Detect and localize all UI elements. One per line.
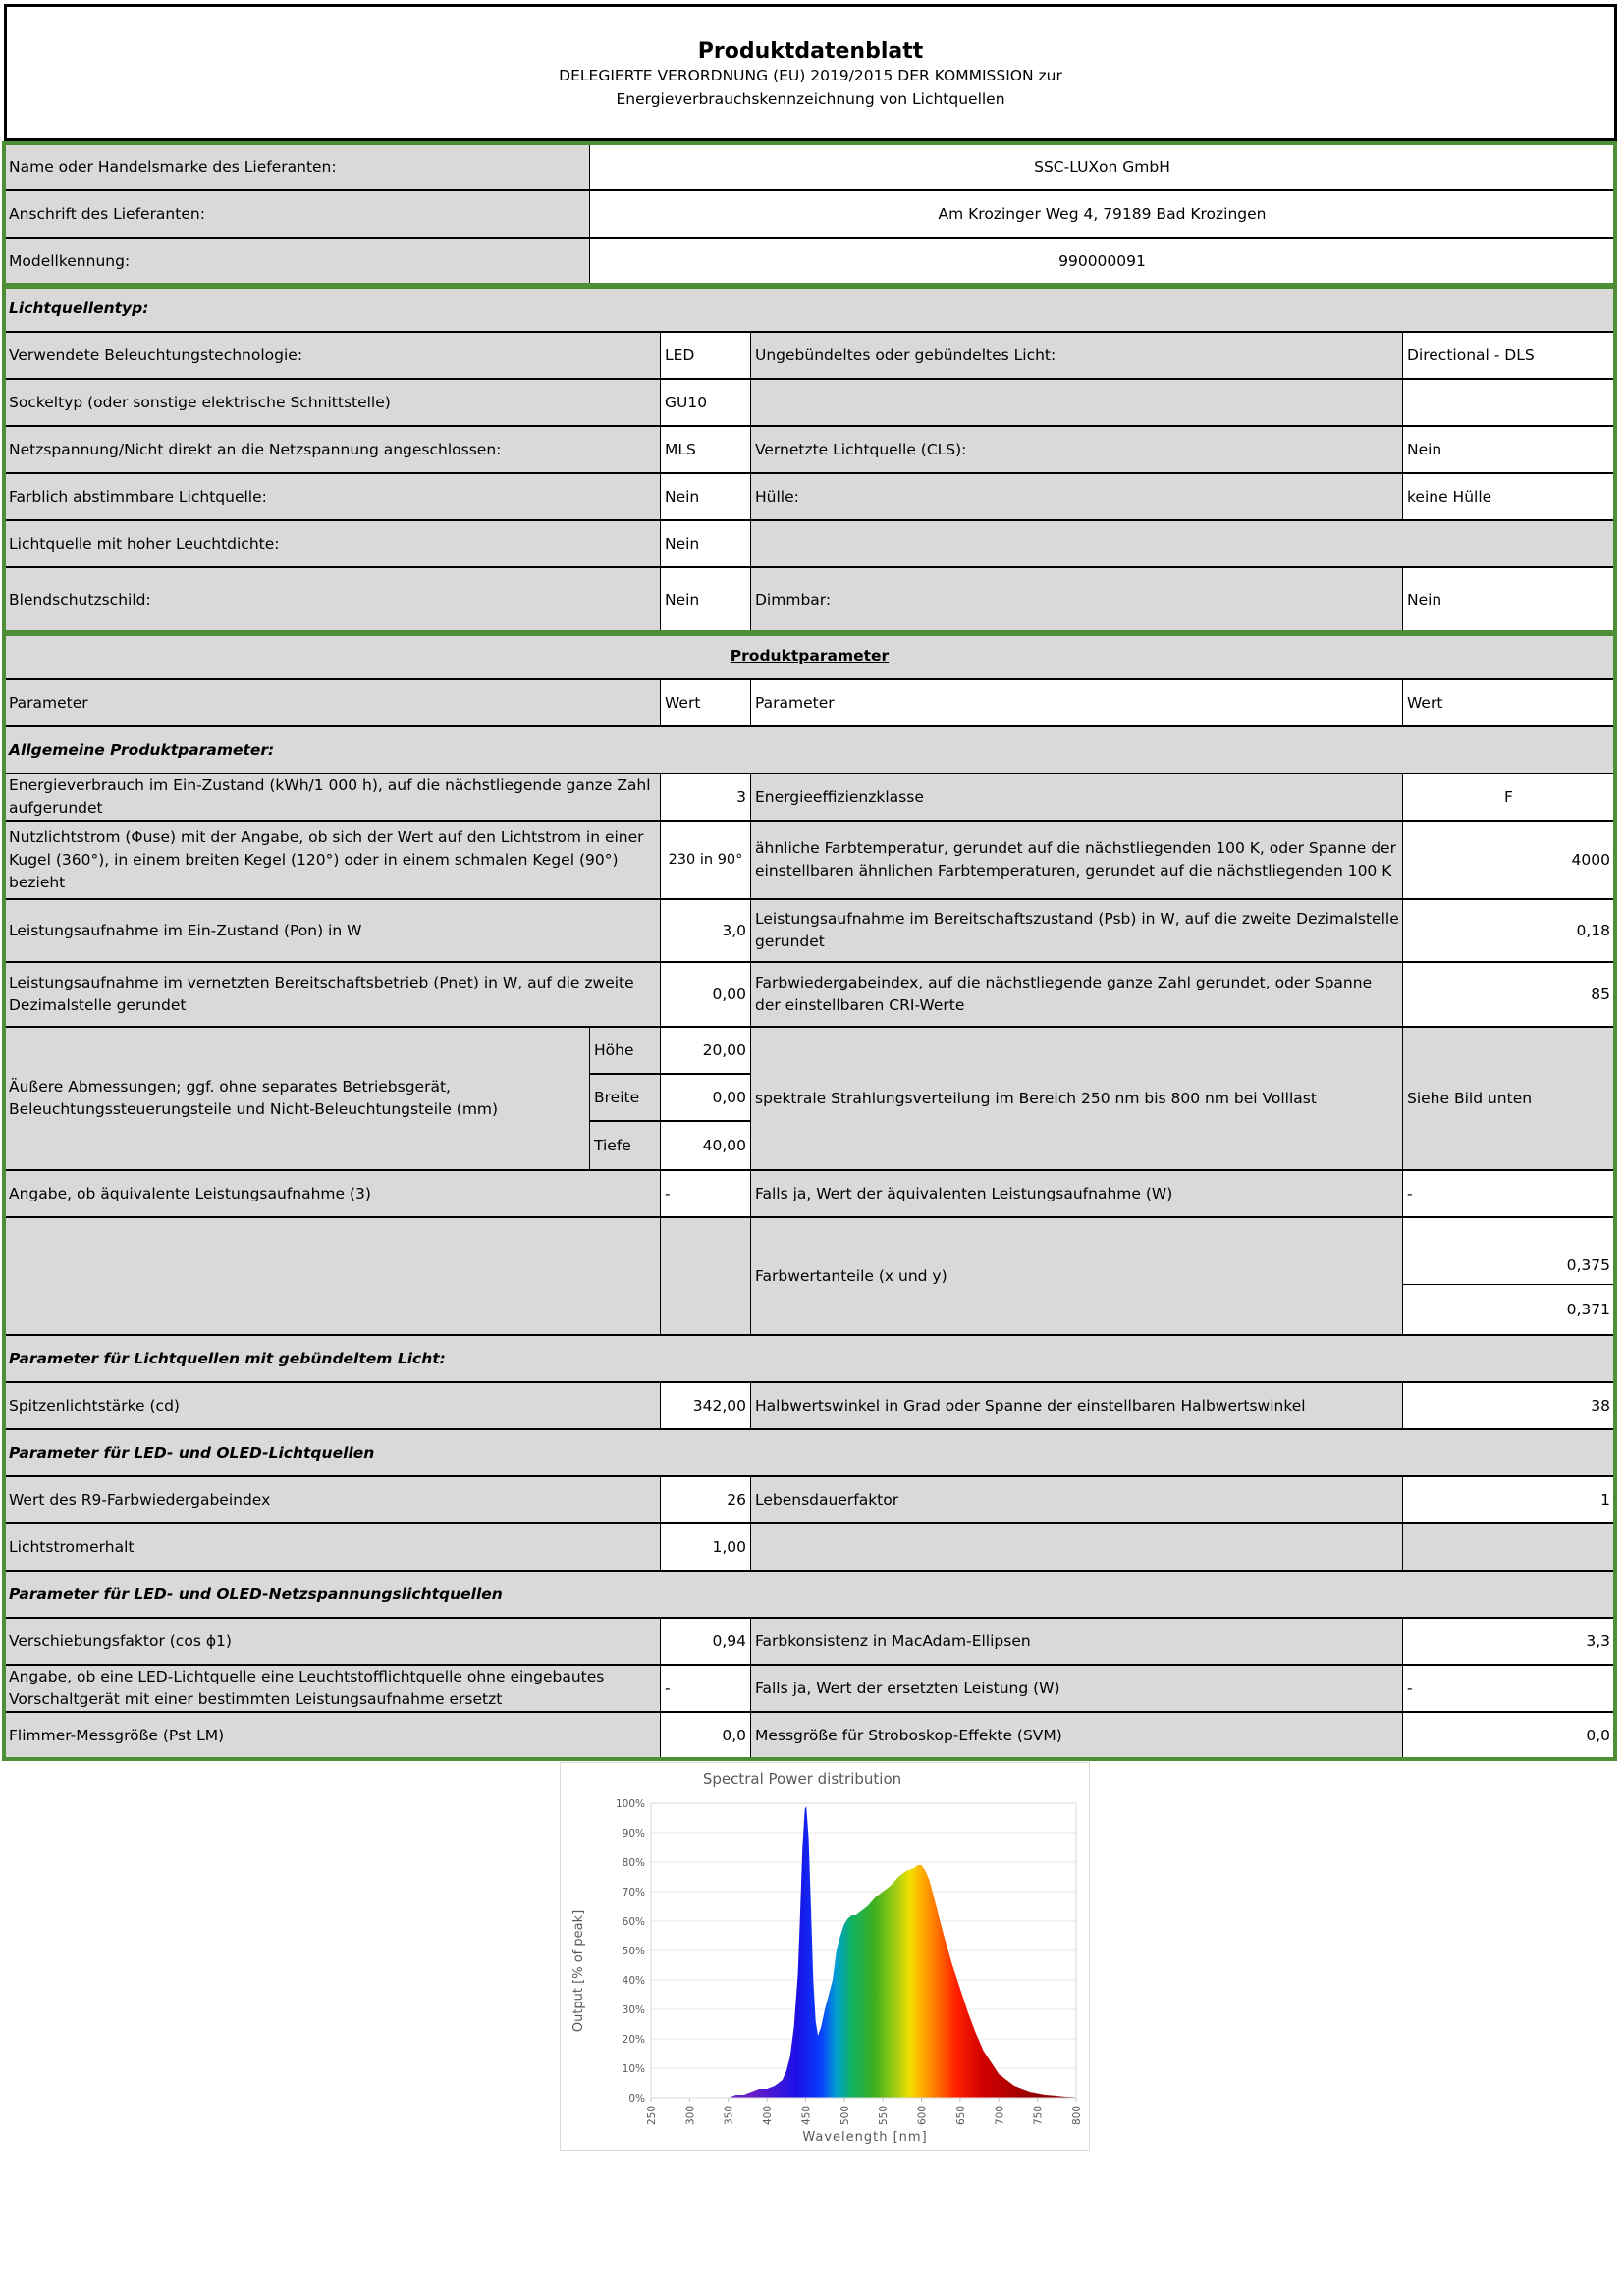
cct-value: 4000 <box>1402 821 1615 899</box>
energy-class-value: F <box>1402 774 1615 821</box>
cri-value: 85 <box>1402 962 1615 1027</box>
peak-intensity-label: Spitzenlichtstärke (cd) <box>4 1382 662 1429</box>
general-parameters-heading: Allgemeine Produktparameter: <box>4 726 1615 774</box>
energy-class-label: Energieeffizienzklasse <box>750 774 1404 821</box>
led-mains-heading: Parameter für LED- und OLED-Netzspannungslichtquellen <box>4 1571 1615 1618</box>
x-axis-label: Wavelength [nm] <box>802 2130 928 2145</box>
y-tick-label: 70% <box>622 1887 645 1898</box>
chart-title: Spectral Power distribution <box>702 1770 902 1788</box>
standby-power-label: Leistungsaufnahme im Bereitschaftszustand (Psb) in W, auf die zweite Dezimalstelle gerundet <box>750 899 1404 962</box>
cri-label: Farbwiedergabeindex, auf die nächstliegende ganze Zahl gerundet, oder Spanne der einstellbaren CRI-Werte <box>750 962 1404 1027</box>
displacement-factor-label: Verschiebungsfaktor (cos ϕ1) <box>4 1618 662 1665</box>
empty-cell <box>660 1217 751 1335</box>
width-label: Breite <box>589 1074 662 1121</box>
document-subtitle-line2: Energieverbrauchskennzeichnung von Lichtquellen <box>616 90 1005 108</box>
technology-label: Verwendete Beleuchtungstechnologie: <box>4 332 662 379</box>
empty-cell <box>750 520 1615 567</box>
document-subtitle-line1: DELEGIERTE VERORDNUNG (EU) 2019/2015 DER KOMMISSION zur <box>559 67 1062 84</box>
high-luminance-value: Nein <box>660 520 751 567</box>
y-axis-label: Output [% of peak] <box>571 1909 586 2033</box>
y-tick-label: 60% <box>622 1916 645 1928</box>
dimensions-label: Äußere Abmessungen; ggf. ohne separates Betriebsgerät, Beleuchtungssteuerungsteile und Nicht-Beleuchtungsteile (mm) <box>4 1027 591 1170</box>
macadam-label: Farbkonsistenz in MacAdam-Ellipsen <box>750 1618 1404 1665</box>
equivalent-power-w-label: Falls ja, Wert der äquivalenten Leistungsaufnahme (W) <box>750 1170 1404 1217</box>
x-tick-label: 400 <box>762 2106 775 2126</box>
flicker-label: Flimmer-Messgröße (Pst LM) <box>4 1712 662 1759</box>
survival-factor-value: 1 <box>1402 1476 1615 1523</box>
empty-cell <box>750 1523 1404 1571</box>
x-tick-label: 500 <box>839 2106 851 2126</box>
equivalent-power-w-value: - <box>1402 1170 1615 1217</box>
anti-glare-shield-label: Blendschutzschild: <box>4 567 662 632</box>
cls-label: Vernetzte Lichtquelle (CLS): <box>750 426 1404 473</box>
equivalent-power-value: - <box>660 1170 751 1217</box>
x-tick-label: 250 <box>646 2106 658 2126</box>
depth-value: 40,00 <box>660 1121 751 1170</box>
y-tick-label: 10% <box>622 2063 645 2075</box>
y-tick-label: 30% <box>622 2004 645 2016</box>
empty-cell <box>750 379 1404 426</box>
x-tick-label: 600 <box>916 2106 929 2126</box>
survival-factor-label: Lebensdauerfaktor <box>750 1476 1404 1523</box>
x-tick-label: 650 <box>954 2106 967 2126</box>
model-value: 990000091 <box>589 238 1615 285</box>
flicker-value: 0,0 <box>660 1712 751 1759</box>
tunable-value: Nein <box>660 473 751 520</box>
energy-consumption-label: Energieverbrauch im Ein-Zustand (kWh/1 000 h), auf die nächstliegende ganze Zahl aufgerundet <box>4 774 662 821</box>
chromaticity-label: Farbwertanteile (x und y) <box>750 1217 1404 1335</box>
networked-standby-value: 0,00 <box>660 962 751 1027</box>
y-tick-label: 100% <box>615 1798 645 1810</box>
fluorescent-replacement-label: Angabe, ob eine LED-Lichtquelle eine Leuchtstofflichtquelle ohne eingebautes Vorschaltgerät mit einer bestimmten Leistungsaufnahme ersetzt <box>4 1665 662 1712</box>
empty-cell <box>4 1217 662 1335</box>
standby-power-value: 0,18 <box>1402 899 1615 962</box>
replaced-power-value: - <box>1402 1665 1615 1712</box>
dimmable-value: Nein <box>1402 567 1615 632</box>
y-tick-label: 90% <box>622 1828 645 1840</box>
header-box <box>4 4 1617 141</box>
on-mode-power-value: 3,0 <box>660 899 751 962</box>
lumen-maintenance-label: Lichtstromerhalt <box>4 1523 662 1571</box>
x-tick-label: 800 <box>1071 2106 1083 2126</box>
on-mode-power-label: Leistungsaufnahme im Ein-Zustand (Pon) in W <box>4 899 662 962</box>
mains-value: MLS <box>660 426 751 473</box>
x-tick-label: 550 <box>878 2106 891 2126</box>
lightsource-type-heading: Lichtquellentyp: <box>4 285 1615 332</box>
directional-label: Ungebündeltes oder gebündeltes Licht: <box>750 332 1404 379</box>
y-tick-label: 50% <box>622 1946 645 1957</box>
lumen-maintenance-value: 1,00 <box>660 1523 751 1571</box>
anti-glare-shield-value: Nein <box>660 567 751 632</box>
spectral-distribution-value: Siehe Bild unten <box>1402 1027 1615 1170</box>
chromaticity-x-value: 0,375 <box>1402 1217 1615 1286</box>
spectral-distribution-label: spektrale Strahlungsverteilung im Bereich 250 nm bis 800 nm bei Volllast <box>750 1027 1404 1170</box>
y-tick-label: 80% <box>622 1857 645 1869</box>
y-tick-label: 0% <box>628 2093 645 2105</box>
mains-label: Netzspannung/Nicht direkt an die Netzspannung angeschlossen: <box>4 426 662 473</box>
high-luminance-label: Lichtquelle mit hoher Leuchtdichte: <box>4 520 662 567</box>
column-header-value-2: Wert <box>1402 679 1615 726</box>
directional-value: Directional - DLS <box>1402 332 1615 379</box>
height-label: Höhe <box>589 1027 662 1074</box>
x-tick-label: 700 <box>994 2106 1006 2126</box>
useful-flux-label: Nutzlichtstrom (Φuse) mit der Angabe, ob sich der Wert auf den Lichtstrom in einer Kugel (360°), in einem breiten Kegel (120°) oder in einem schmalen Kegel (90°) bezieht <box>4 821 662 899</box>
model-label: Modellkennung: <box>4 238 591 285</box>
empty-cell <box>1402 1523 1615 1571</box>
column-header-value: Wert <box>660 679 751 726</box>
envelope-value: keine Hülle <box>1402 473 1615 520</box>
x-tick-label: 350 <box>723 2106 735 2126</box>
y-tick-label: 40% <box>622 1975 645 1987</box>
height-value: 20,00 <box>660 1027 751 1074</box>
width-value: 0,00 <box>660 1074 751 1121</box>
macadam-value: 3,3 <box>1402 1618 1615 1665</box>
peak-intensity-value: 342,00 <box>660 1382 751 1429</box>
column-header-parameter: Parameter <box>4 679 662 726</box>
fluorescent-replacement-value: - <box>660 1665 751 1712</box>
y-tick-label: 20% <box>622 2034 645 2046</box>
r9-value: 26 <box>660 1476 751 1523</box>
spectral-chart <box>560 1762 1090 2151</box>
supplier-address-value: Am Krozinger Weg 4, 79189 Bad Krozingen <box>589 190 1615 238</box>
envelope-label: Hülle: <box>750 473 1404 520</box>
cls-value: Nein <box>1402 426 1615 473</box>
r9-label: Wert des R9-Farbwiedergabeindex <box>4 1476 662 1523</box>
dimmable-label: Dimmbar: <box>750 567 1404 632</box>
stroboscopic-label: Messgröße für Stroboskop-Effekte (SVM) <box>750 1712 1404 1759</box>
product-parameters-heading: Produktparameter <box>4 632 1615 679</box>
cct-label: ähnliche Farbtemperatur, gerundet auf die nächstliegenden 100 K, oder Spanne der einstellbaren ähnlichen Farbtemperaturen, gerundet auf die nächstliegenden 100 K <box>750 821 1404 899</box>
technology-value: LED <box>660 332 751 379</box>
useful-flux-value: 230 in 90° <box>660 821 751 899</box>
beam-angle-value: 38 <box>1402 1382 1615 1429</box>
cap-type-label: Sockeltyp (oder sonstige elektrische Schnittstelle) <box>4 379 662 426</box>
cap-type-value: GU10 <box>660 379 751 426</box>
tunable-label: Farblich abstimmbare Lichtquelle: <box>4 473 662 520</box>
supplier-name-value: SSC-LUXon GmbH <box>589 143 1615 190</box>
directional-heading: Parameter für Lichtquellen mit gebündeltem Licht: <box>4 1335 1615 1382</box>
equivalent-power-label: Angabe, ob äquivalente Leistungsaufnahme (3) <box>4 1170 662 1217</box>
supplier-name-label: Name oder Handelsmarke des Lieferanten: <box>4 143 591 190</box>
empty-cell <box>1402 379 1615 426</box>
x-tick-label: 750 <box>1032 2106 1045 2126</box>
supplier-address-label: Anschrift des Lieferanten: <box>4 190 591 238</box>
x-tick-label: 450 <box>800 2106 813 2126</box>
energy-consumption-value: 3 <box>660 774 751 821</box>
led-heading: Parameter für LED- und OLED-Lichtquellen <box>4 1429 1615 1476</box>
chromaticity-y-value: 0,371 <box>1402 1284 1615 1335</box>
depth-label: Tiefe <box>589 1121 662 1170</box>
x-tick-label: 300 <box>684 2106 697 2126</box>
document-title: Produktdatenblatt <box>697 39 924 64</box>
beam-angle-label: Halbwertswinkel in Grad oder Spanne der einstellbaren Halbwertswinkel <box>750 1382 1404 1429</box>
column-header-parameter-2: Parameter <box>750 679 1404 726</box>
replaced-power-label: Falls ja, Wert der ersetzten Leistung (W) <box>750 1665 1404 1712</box>
spectrum-area <box>729 1806 1076 2098</box>
displacement-factor-value: 0,94 <box>660 1618 751 1665</box>
stroboscopic-value: 0,0 <box>1402 1712 1615 1759</box>
networked-standby-label: Leistungsaufnahme im vernetzten Bereitschaftsbetrieb (Pnet) in W, auf die zweite Dezimalstelle gerundet <box>4 962 662 1027</box>
